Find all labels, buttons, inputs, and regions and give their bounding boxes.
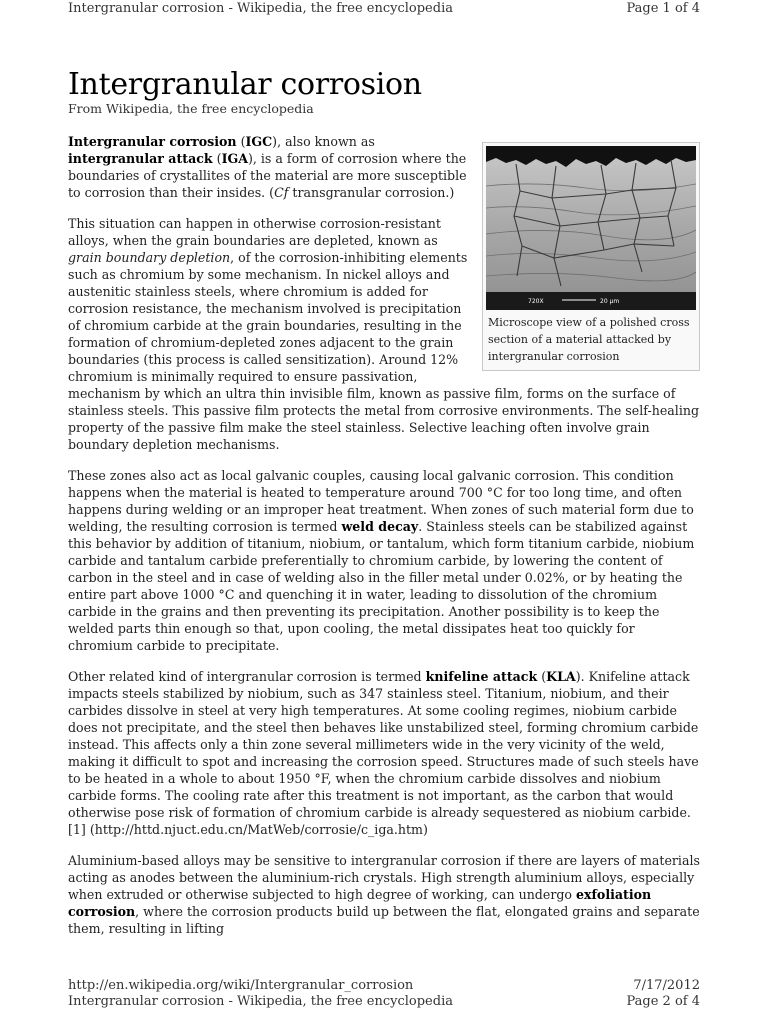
- term-weld-decay: weld decay: [341, 519, 419, 534]
- term-igc: Intergranular corrosion: [68, 134, 237, 149]
- abbr-iga: IGA: [221, 151, 248, 166]
- header-title: Intergranular corrosion - Wikipedia, the free encyclopedia: [68, 1, 453, 16]
- next-header-page-number: Page 2 of 4: [626, 994, 700, 1009]
- abbr-igc: IGC: [245, 134, 273, 149]
- figure-box: [482, 142, 700, 371]
- figure-caption: Microscope view of a polished cross section of a material attacked by intergranular corrosion: [488, 316, 690, 363]
- abbr-kla: KLA: [546, 669, 576, 684]
- paragraph-weld-decay: These zones also act as local galvanic couples, causing local galvanic corrosion. This condition happens when the material is heated to temperature around 700 °C for too long time, and often happens during welding or an improper heat treatment. When zones of such material form due to welding, the resulting corrosion is termed weld decay. Stainless steels can be stabilized against this behavior by addition of titanium, niobium, or tantalum, which form titanium carbide, niobium carbide and tantalum carbide preferentially to chromium carbide, by lowering the content of carbon in the steel and in case of welding also in the filler metal under 0.02%, or by heating the entire part above 1000 °C and quenching it in water, leading to dissolution of the chromium carbide in the grains and then preventing its precipitation. Another possibility is to keep the welded parts thin enough so that, upon cooling, the metal dissipates heat too quickly for chromium carbide to precipitate.: [68, 468, 695, 653]
- footer-url: http://en.wikipedia.org/wiki/Intergranular_corrosion: [68, 978, 414, 993]
- article-title: Intergranular corrosion: [68, 67, 422, 102]
- micrograph-image: [486, 146, 696, 310]
- paragraph-knifeline: Other related kind of intergranular corrosion is termed knifeline attack (KLA). Knifeline attack impacts steels stabilized by niobium, such as 347 stainless steel. Titanium, niobium, and their carbides dissolve in steel at very high temperatures. At some cooling regimes, niobium carbide does not precipitate, and the steel then behaves like unstabilized steel, forming chromium carbide instead. This affects only a thin zone several millimeters wide in the very vicinity of the weld, making it difficult to spot and increasing the corrosion speed. Structures made of such steels have to be heated in a whole to about 1950 °F, when the chromium carbide dissolves and niobium carbide forms. The cooling rate after this treatment is not important, as the carbon that would otherwise pose risk of formation of chromium carbide is already sequestered as niobium carbide. [1] (http://httd.njuct.edu.cn/MatWeb/corrosie/c_iga.htm): [68, 669, 699, 837]
- article-body: [68, 133, 700, 951]
- micrograph-magnification: 720X: [528, 298, 544, 305]
- micrograph-scale-label: 20 µm: [600, 298, 620, 305]
- page-header: [68, 1, 700, 17]
- paragraph-depletion: This situation can happen in otherwise corrosion-resistant alloys, when the grain boundaries are depleted, known as grain boundary depletion, of the corrosion-inhibiting elements such as chromium by some mechanism. In nickel alloys and austenitic stainless steels, where chromium is added for corrosion resistance, the mechanism involved is precipitation of chromium carbide at the grain boundaries, resulting in the formation of chromium-depleted zones adjacent to the grain boundaries (this process is called sensitization). Around 12% chromium is minimally required to ensure passivation, mechanism by which an ultra thin invisible film, known as passive film, forms on the surface of stainless steels. This passive film protects the metal from corrosive environments. The self-healing property of the passive film make the steel stainless. Selective leaching often involve grain boundary depletion mechanisms.: [68, 216, 700, 452]
- term-exfoliation-corrosion: exfoliation corrosion: [68, 887, 652, 919]
- paragraph-aluminium: Aluminium-based alloys may be sensitive to intergranular corrosion if there are layers of materials acting as anodes between the aluminium-rich crystals. High strength aluminium alloys, especially when extruded or otherwise subjected to high degree of working, can undergo exfoliation corrosion, where the corrosion products build up between the flat, elongated grains and separate them, resulting in lifting: [68, 853, 700, 936]
- header-page-number: Page 1 of 4: [626, 1, 700, 16]
- next-page-header: [68, 994, 700, 1010]
- next-header-title: Intergranular corrosion - Wikipedia, the free encyclopedia: [68, 994, 453, 1009]
- page-footer: [68, 978, 700, 994]
- term-iga: intergranular attack: [68, 151, 213, 166]
- term-knifeline-attack: knifeline attack: [425, 669, 538, 684]
- paragraph-intro: Intergranular corrosion (IGC), also known as intergranular attack (IGA), is a form of corrosion where the boundaries of crystallites of the material are more susceptible to corrosion than their insides. (Cf transgranular corrosion.): [68, 134, 467, 200]
- term-grain-boundary-depletion: grain boundary depletion: [68, 250, 231, 265]
- footer-date: 7/17/2012: [633, 978, 700, 993]
- article-source-line: From Wikipedia, the free encyclopedia: [68, 101, 314, 116]
